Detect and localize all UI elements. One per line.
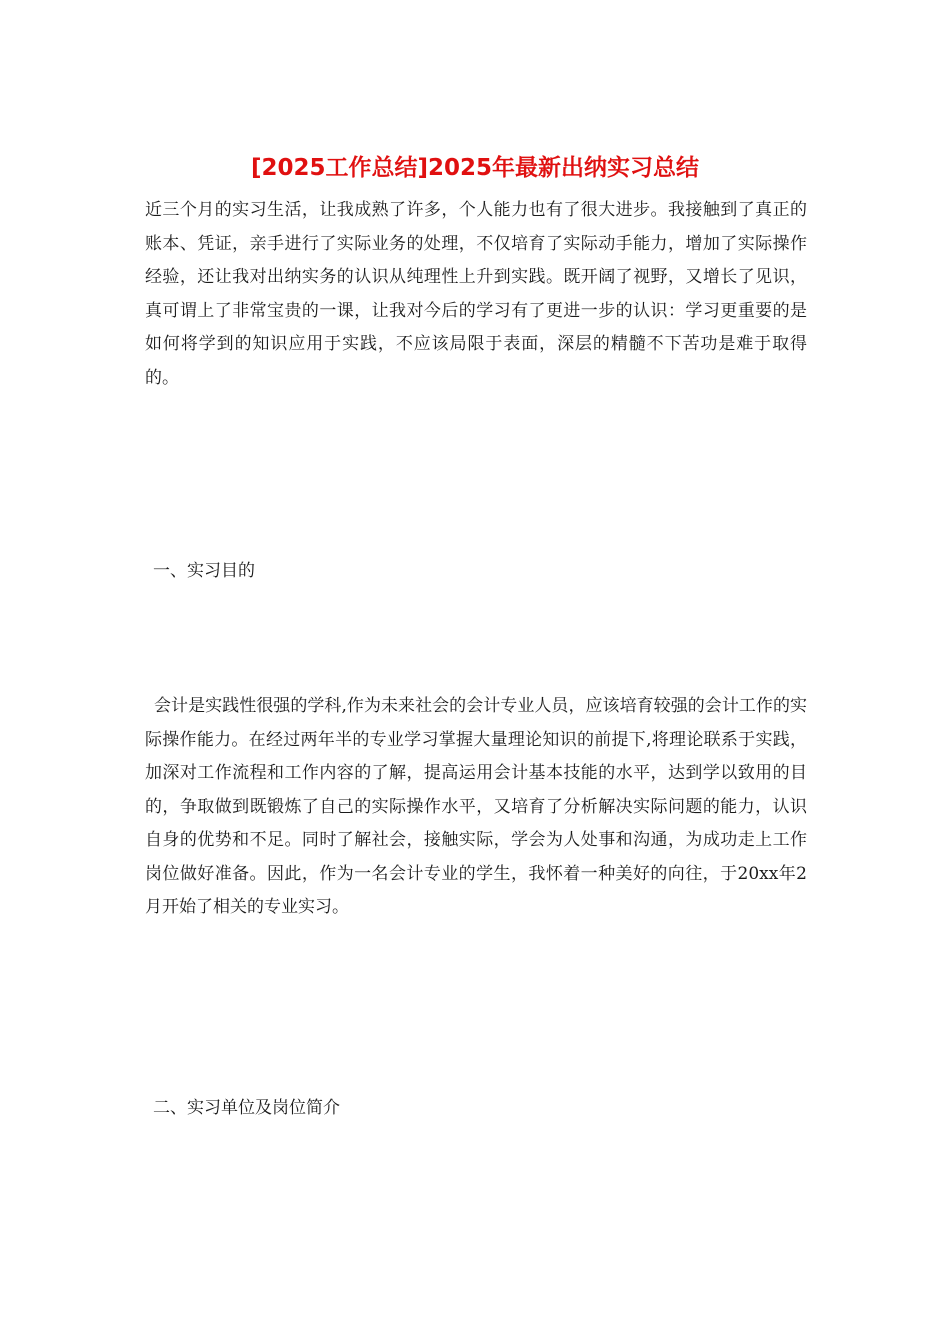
intro-paragraph: 近三个月的实习生活，让我成熟了许多，个人能力也有了很大进步。我接触到了真正的账本、凭证，亲手进行了实际业务的处理，不仅培育了实际动手能力，增加了实际操作经验，还让我对出纳实务的认识从纯理性上升到实践。既开阔了视野，又增长了见识，真可谓上了非常宝贵的一课，让我对今后的学习有了更进一步的认识：学习更重要的是如何将学到的知识应用于实践，不应该局限于表面，深层的精髓不下苦功是难于取得的。 (145, 200, 807, 388)
section-heading-unit: 二、实习单位及岗位简介 (153, 1098, 340, 1118)
section-paragraph-purpose: 会计是实践性很强的学科,作为未来社会的会计专业人员，应该培育较强的会计工作的实际操作能力。在经过两年半的专业学习掌握大量理论知识的前提下,将理论联系于实践，加深对工作流程和工作内容的了解，提高运用会计基本技能的水平，达到学以致用的目的，争取做到既锻炼了自己的实际操作水平，又培育了分析解决实际问题的能力，认识自身的优势和不足。同时了解社会，接触实际，学会为人处事和沟通，为成功走上工作岗位做好准备。因此，作为一名会计专业的学生，我怀着一种美好的向往，于20xx年2月开始了相关的专业实习。 (145, 696, 807, 917)
section-heading-purpose: 一、实习目的 (153, 561, 255, 581)
document-title: [2025工作总结]2025年最新出纳实习总结 (250, 155, 700, 181)
